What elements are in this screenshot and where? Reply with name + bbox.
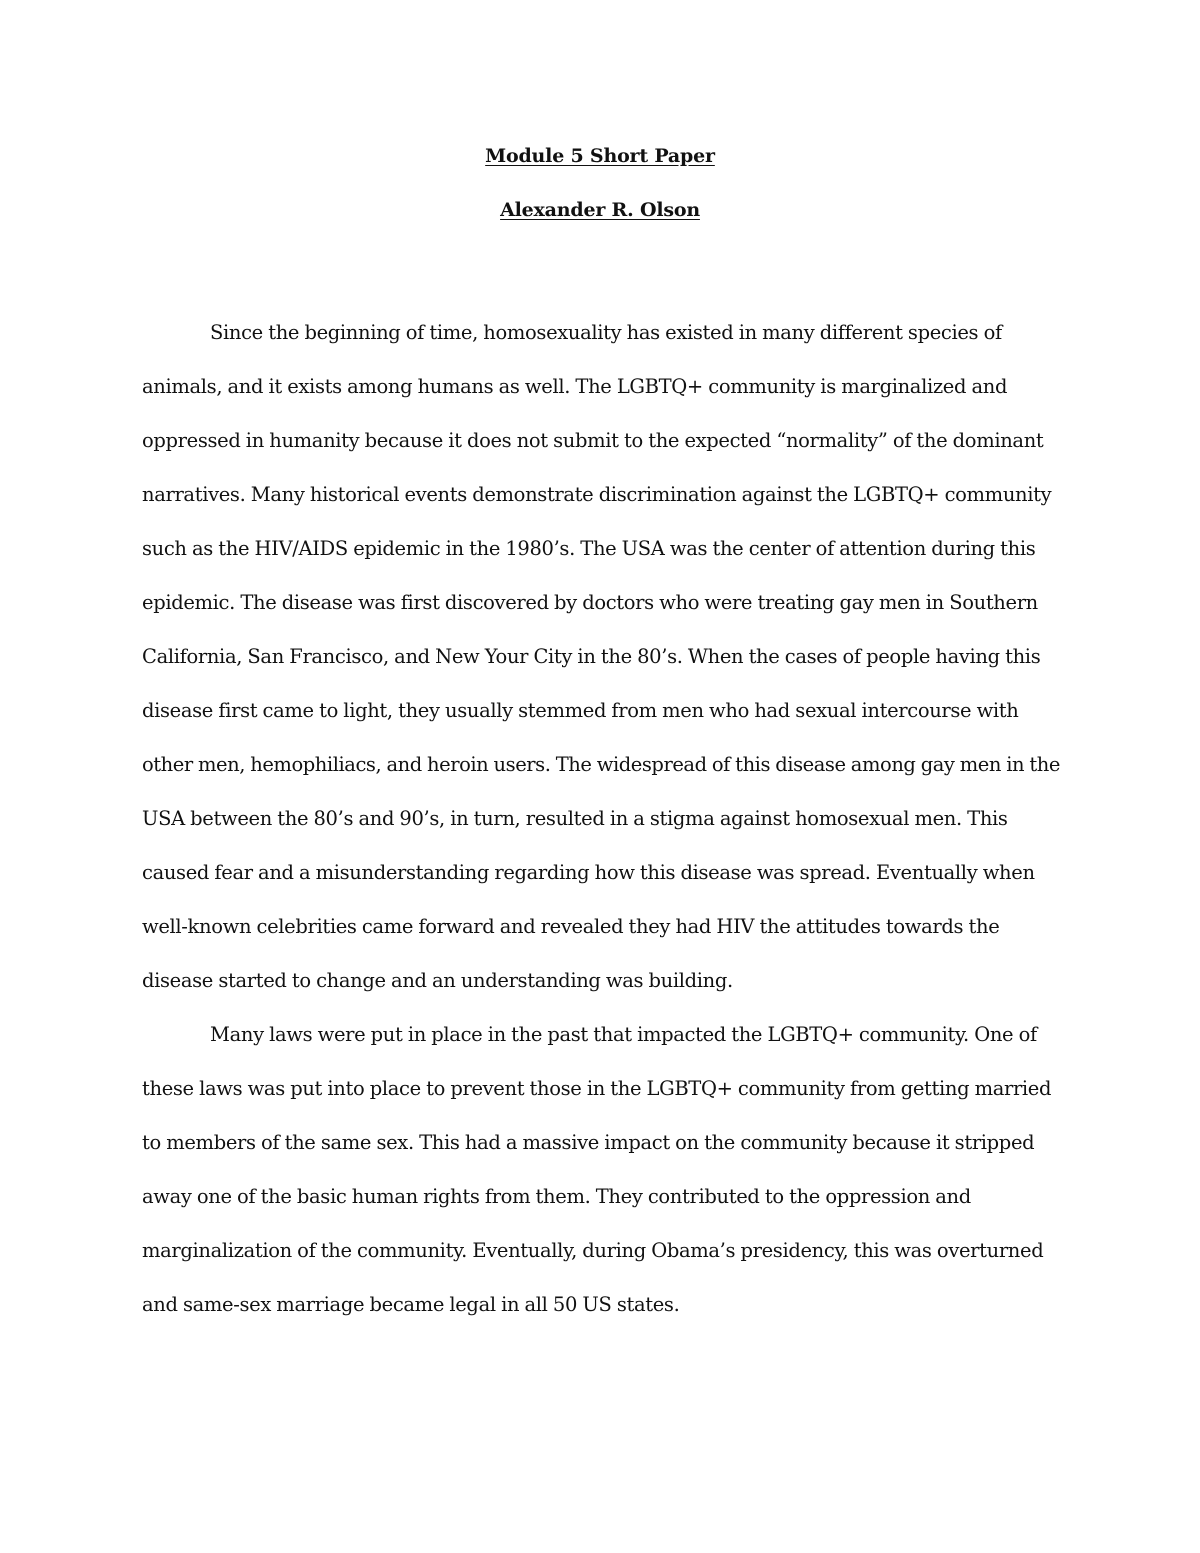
text-line: caused fear and a misunderstanding regarding how this disease was spread. Eventually when (142, 861, 1035, 884)
text-line: away one of the basic human rights from them. They contributed to the oppression and (142, 1185, 971, 1208)
text-line: USA between the 80’s and 90’s, in turn, resulted in a stigma against homosexual men. This (142, 807, 1008, 830)
text-line: Since the beginning of time, homosexuality has existed in many different species of (210, 321, 1002, 344)
text-line: disease first came to light, they usually stemmed from men who had sexual intercourse with (142, 699, 1019, 722)
text-line: California, San Francisco, and New Your City in the 80’s. When the cases of people having this (142, 645, 1041, 668)
text-line: and same-sex marriage became legal in all 50 US states. (142, 1293, 680, 1316)
text-line: disease started to change and an understanding was building. (142, 969, 733, 992)
paragraph-2 (142, 1008, 1060, 1332)
text-line: these laws was put into place to prevent those in the LGBTQ+ community from getting married (142, 1077, 1052, 1100)
paper-title: Module 5 Short Paper (485, 145, 715, 167)
text-line: epidemic. The disease was first discovered by doctors who were treating gay men in Southern (142, 591, 1038, 614)
paper-body (142, 306, 1060, 1332)
text-line: oppressed in humanity because it does not submit to the expected “normality” of the dominant (142, 429, 1044, 452)
text-line: to members of the same sex. This had a massive impact on the community because it stripped (142, 1131, 1035, 1154)
paragraph-1 (142, 306, 1060, 1008)
text-line: narratives. Many historical events demonstrate discrimination against the LGBTQ+ community (142, 483, 1052, 506)
text-line: marginalization of the community. Eventually, during Obama’s presidency, this was overturned (142, 1239, 1044, 1262)
text-line: animals, and it exists among humans as well. The LGBTQ+ community is marginalized and (142, 375, 1008, 398)
text-line: well-known celebrities came forward and revealed they had HIV the attitudes towards the (142, 915, 1000, 938)
text-line: other men, hemophiliacs, and heroin users. The widespread of this disease among gay men in the (142, 753, 1060, 776)
text-line: Many laws were put in place in the past that impacted the LGBTQ+ community. One of (210, 1023, 1037, 1046)
text-line: such as the HIV/AIDS epidemic in the 1980’s. The USA was the center of attention during this (142, 537, 1036, 560)
author-name: Alexander R. Olson (500, 199, 700, 221)
